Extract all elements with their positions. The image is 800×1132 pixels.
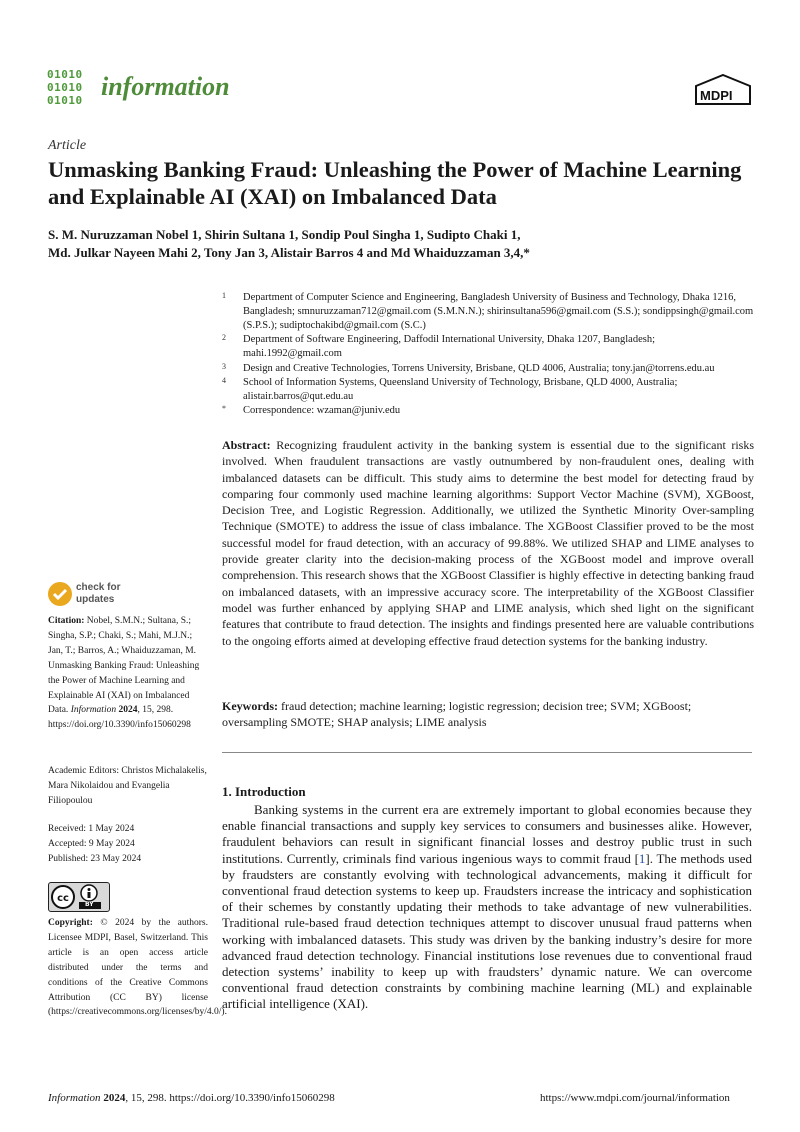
citation-link[interactable]: 1 bbox=[638, 850, 646, 866]
section-heading: 1. Introduction bbox=[222, 784, 306, 799]
affiliation-number: 2 bbox=[222, 333, 226, 342]
keywords-text: fraud detection; machine learning; logistic regression; decision tree; SVM; XGBoost; oversampling SMOTE; SHAP analysis; LIME analysis bbox=[222, 699, 692, 730]
keywords-label: Keywords: bbox=[222, 699, 278, 713]
logo-bits-1: 01010 bbox=[47, 68, 83, 81]
affiliation-text: Department of Software Engineering, Daffodil International University, Dhaka 1207, Bangladesh; mahi.1992@gmail.com bbox=[243, 334, 656, 359]
check-updates-icon[interactable] bbox=[48, 582, 72, 606]
citation-block bbox=[48, 614, 208, 733]
keywords bbox=[222, 698, 754, 731]
affiliation-number: 4 bbox=[222, 376, 226, 385]
intro-text-part-2: ]. The methods used by fraudsters are constantly evolving with technological advancements, making it difficult for conventional fraud detection systems to keep up. Fraudsters increase the intricacy and sophistication of their schemes by constantly updating their methods to take advantage of new vulnerabilities. Traditional rule-based fraud detection techniques attempt to discover unusual fraud patterns when working with imbalanced datasets. This study was driven by the banking industry’s desire for more advanced fraud detection technology. Financial institutions lose revenues due to conventional fraud detection systems’ inability to keep up with fraudsters’ dynamic nature. We can overcome conventional fraud detection constraints by combining machine learning (ML) and explainable artificial intelligence (XAI). bbox=[222, 850, 752, 1012]
affiliation-text: Department of Computer Science and Engineering, Bangladesh University of Business and Technology, Dhaka 1216, Bangladesh; smnuruzzaman712@gmail.com (S.M.N.N.); shirinsultana596@gmail.com (S.S.); sondippsingh@gmail.com (S.P.S.); sudiptochakibd@gmail.com (S.C.) bbox=[243, 292, 754, 331]
logo-bits-2: 01010 bbox=[47, 81, 83, 94]
academic-editors: Academic Editors: Christos Michalakelis, Mara Nikolaidou and Evangelia Filiopoulou bbox=[48, 766, 207, 806]
article-type: Article bbox=[48, 138, 87, 153]
check-updates-line-1: check for bbox=[76, 582, 121, 593]
footer-year: 2024 bbox=[103, 1092, 126, 1104]
copyright-text: © 2024 by the authors. Licensee MDPI, Basel, Switzerland. This article is an open access article distributed under the terms and conditions of the Creative Commons Attribution (CC BY) license (https://creativecommons.org/licenses/by/4.0/). bbox=[48, 918, 227, 1018]
authors-line-2: Md. Julkar Nayeen Mahi 2, Tony Jan 3, Alistair Barros 4 and Md Whaiduzzaman 3,4,* bbox=[48, 245, 530, 260]
affiliation-number: 1 bbox=[222, 291, 226, 300]
introduction-paragraph bbox=[222, 802, 752, 1013]
check-for-updates[interactable] bbox=[76, 582, 120, 606]
journal-logo bbox=[47, 68, 93, 110]
affiliation-text: School of Information Systems, Queensland University of Technology, Brisbane, QLD 4000, Australia; alistair.barros@qut.edu.au bbox=[243, 377, 678, 402]
mdpi-logo-text: MDPI bbox=[700, 88, 733, 103]
affiliation-number: 3 bbox=[222, 362, 226, 371]
citation-journal: Information bbox=[70, 705, 117, 716]
publication-dates bbox=[48, 822, 208, 867]
correspondence: Correspondence: wzaman@juniv.edu bbox=[243, 405, 401, 416]
accepted-date: Accepted: 9 May 2024 bbox=[48, 838, 135, 849]
intro-text-part-1: Banking systems in the current era are extremely important to global economies because they enable financial transactions and supply key services to consumers and businesses alike. However, fraudulent behaviors can result in significant financial losses and destroy public trust in such institutions. Currently, criminals find various ingenious ways to commit fraud [ bbox=[222, 802, 752, 866]
affiliation-text: Design and Creative Technologies, Torrens University, Brisbane, QLD 4006, Australia; tony.jan@torrens.edu.au bbox=[243, 363, 715, 374]
cc-by-label: BY bbox=[85, 901, 94, 908]
abstract bbox=[222, 437, 754, 649]
published-date: Published: 23 May 2024 bbox=[48, 853, 142, 864]
paper-title: Unmasking Banking Fraud: Unleashing the Power of Machine Learning and Explainable AI (XAI) on Imbalanced Data bbox=[48, 157, 742, 209]
citation-label: Citation: bbox=[48, 616, 85, 626]
section-divider bbox=[222, 752, 752, 753]
abstract-text: Recognizing fraudulent activity in the banking system is essential due to the significant risks involved. When fraudulent transactions are vastly outnumbered by non-fraudulent ones, dealing with imbalanced datasets can be difficult. This study aims to determine the best model for detecting fraud by comparing four commonly used machine learning algorithms: Support Vector Machine (SVM), XGBoost, Decision Tree, and Logistic Regression. Additionally, we utilized the Synthetic Minority Over-sampling Technique (SMOTE) to address the issue of class imbalance. The XGBoost Classifier proved to be the most successful model for fraud detection, with an accuracy of 99.88%. We utilized SHAP and LIME analyses to provide greater clarity into the decision-making process of the XGBoost model and improve overall comprehension. This research shows that the XGBoost Classifier is highly effective in detecting banking fraud on imbalanced datasets, with an impressive accuracy score. The interpretability of the XGBoost Classifier model was further enhanced by applying SHAP and LIME analysis, which shed light on the significant features that contribute to fraud detection. The insights and findings presented here are valuable contributions to the ongoing efforts aimed at developing effective fraud detection systems for the banking industry. bbox=[222, 438, 754, 648]
cc-by-license-icon[interactable] bbox=[48, 882, 110, 912]
citation-year: 2024 bbox=[118, 705, 138, 716]
citation-doi[interactable]: , 15, 298. https://doi.org/10.3390/info15060298 bbox=[48, 705, 191, 731]
logo-bits-3: 01010 bbox=[47, 94, 83, 107]
authors-line-1: S. M. Nuruzzaman Nobel 1, Shirin Sultana 1, Sondip Poul Singha 1, Sudipto Chaki 1, bbox=[48, 227, 521, 242]
affiliation-number: * bbox=[222, 404, 226, 413]
footer-journal-url[interactable]: https://www.mdpi.com/journal/information bbox=[540, 1092, 730, 1104]
copyright-notice bbox=[48, 916, 227, 1020]
svg-text:cc: cc bbox=[57, 893, 69, 904]
received-date: Received: 1 May 2024 bbox=[48, 824, 135, 834]
abstract-label: Abstract: bbox=[222, 438, 271, 452]
footer-journal: Information bbox=[48, 1092, 101, 1104]
citation-text: Nobel, S.M.N.; Sultana, S.; Singha, S.P.; Chaki, S.; Mahi, M.J.N.; Jan, T.; Barros, A.; Whaiduzzaman, M. Unmasking Banking Fraud: Unleashing the Power of Machine Learning and Explainable AI (XAI) on Imbalanced Data. bbox=[48, 616, 200, 716]
copyright-label: Copyright: bbox=[48, 918, 93, 928]
footer-citation bbox=[48, 1092, 335, 1104]
journal-name: information bbox=[101, 72, 230, 101]
footer-doi[interactable]: , 15, 298. https://doi.org/10.3390/info15060298 bbox=[125, 1092, 335, 1104]
check-updates-line-2: updates bbox=[76, 594, 115, 605]
